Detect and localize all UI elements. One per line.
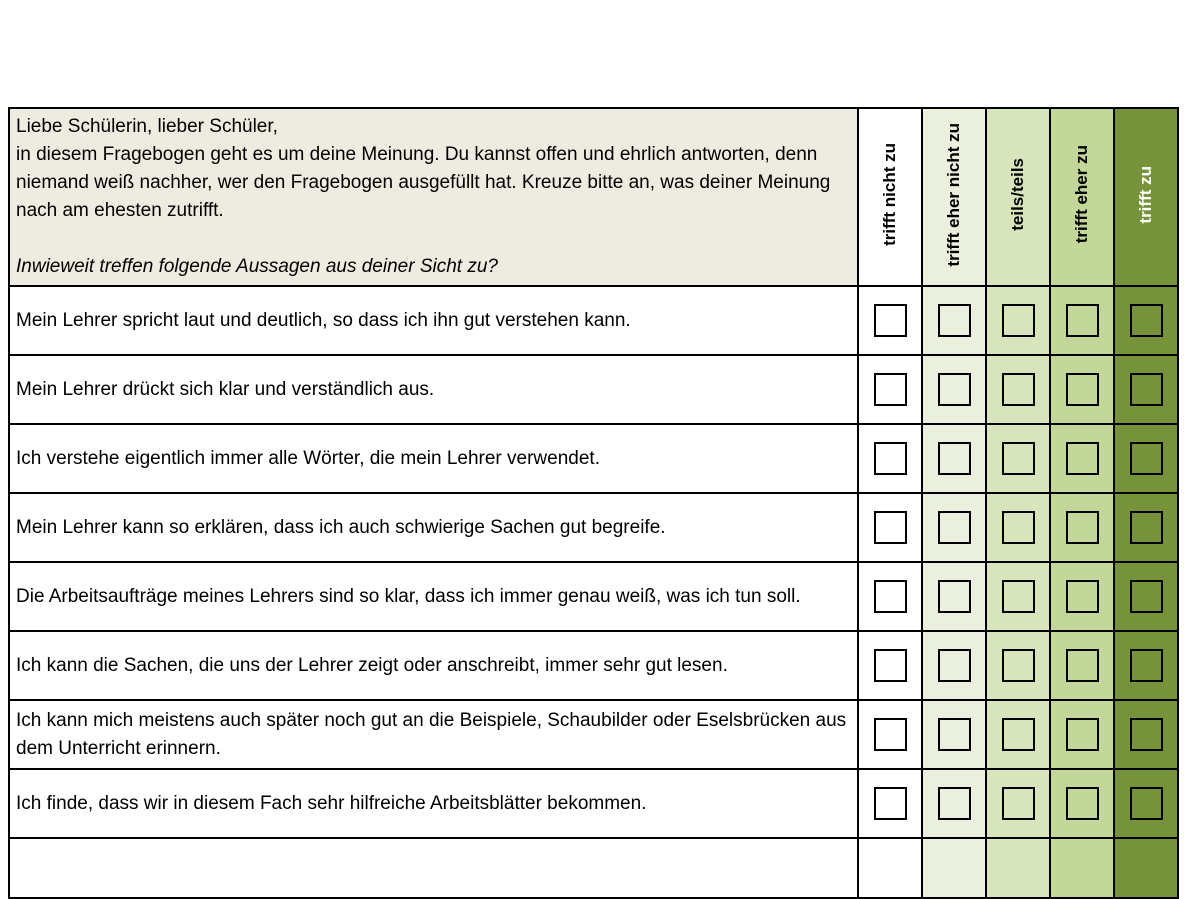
answer-cell [1114, 700, 1178, 769]
answer-checkbox[interactable] [1002, 649, 1035, 682]
scale-label: teils/teils [1008, 158, 1027, 231]
answer-checkbox[interactable] [1130, 304, 1163, 337]
header-row [9, 108, 1178, 286]
answer-checkbox[interactable] [1130, 511, 1163, 544]
answer-checkbox[interactable] [938, 511, 971, 544]
table-row [9, 493, 1178, 562]
answer-cell [1050, 631, 1114, 700]
statement-text: Ich kann die Sachen, die uns der Lehrer zeigt oder anschreibt, immer sehr gut lesen. [9, 631, 858, 700]
answer-cell [1050, 286, 1114, 355]
table-row [9, 286, 1178, 355]
answer-cell [858, 562, 922, 631]
table-row [9, 562, 1178, 631]
answer-checkbox[interactable] [874, 373, 907, 406]
answer-checkbox[interactable] [1066, 511, 1099, 544]
answer-cell [986, 424, 1050, 493]
scale-header-4 [1114, 108, 1178, 286]
statement-text: Ich finde, dass wir in diesem Fach sehr hilfreiche Arbeitsblätter bekommen. [9, 769, 858, 838]
statement-text: Ich kann mich meistens auch später noch gut an die Beispiele, Schaubilder oder Eselsbrücken aus dem Unterricht erinnern. [9, 700, 858, 769]
answer-cell [986, 562, 1050, 631]
statement-text: Mein Lehrer drückt sich klar und verständlich aus. [9, 355, 858, 424]
answer-checkbox[interactable] [1130, 373, 1163, 406]
answer-checkbox[interactable] [874, 787, 907, 820]
answer-checkbox[interactable] [938, 787, 971, 820]
answer-checkbox[interactable] [1002, 442, 1035, 475]
questionnaire-table [8, 107, 1179, 899]
answer-checkbox[interactable] [1066, 649, 1099, 682]
answer-cell [986, 700, 1050, 769]
answer-cell [922, 493, 986, 562]
answer-cell [1050, 838, 1114, 898]
statement-text: Ich verstehe eigentlich immer alle Wörter, die mein Lehrer verwendet. [9, 424, 858, 493]
answer-checkbox[interactable] [1066, 304, 1099, 337]
answer-cell [986, 493, 1050, 562]
answer-cell [1114, 631, 1178, 700]
answer-cell [986, 838, 1050, 898]
answer-cell [858, 838, 922, 898]
table-row [9, 838, 1178, 898]
answer-cell [858, 769, 922, 838]
answer-cell [922, 562, 986, 631]
answer-checkbox[interactable] [938, 649, 971, 682]
answer-cell [858, 424, 922, 493]
scale-label: trifft eher zu [1072, 145, 1091, 244]
answer-checkbox[interactable] [1130, 580, 1163, 613]
statement-text: Mein Lehrer kann so erklären, dass ich auch schwierige Sachen gut begreife. [9, 493, 858, 562]
answer-checkbox[interactable] [874, 442, 907, 475]
answer-cell [922, 286, 986, 355]
answer-checkbox[interactable] [938, 442, 971, 475]
table-row [9, 769, 1178, 838]
intro-cell [9, 108, 858, 286]
answer-checkbox[interactable] [1130, 718, 1163, 751]
answer-cell [1114, 493, 1178, 562]
scale-header-2 [986, 108, 1050, 286]
greeting: Liebe Schülerin, lieber Schüler, [16, 116, 278, 137]
question-prompt: Inwieweit treffen folgende Aussagen aus deiner Sicht zu? [16, 256, 498, 277]
answer-checkbox[interactable] [1002, 580, 1035, 613]
table-row [9, 355, 1178, 424]
answer-cell [1114, 355, 1178, 424]
answer-cell [986, 631, 1050, 700]
statement-text [9, 838, 858, 898]
statement-text: Mein Lehrer spricht laut und deutlich, so dass ich ihn gut verstehen kann. [9, 286, 858, 355]
scale-label: trifft eher nicht zu [944, 122, 963, 267]
answer-checkbox[interactable] [874, 580, 907, 613]
answer-cell [1050, 493, 1114, 562]
answer-checkbox[interactable] [1002, 787, 1035, 820]
scale-label: trifft nicht zu [880, 143, 899, 246]
answer-checkbox[interactable] [1002, 304, 1035, 337]
answer-checkbox[interactable] [1066, 442, 1099, 475]
scale-header-1 [922, 108, 986, 286]
answer-checkbox[interactable] [1066, 373, 1099, 406]
answer-cell [1114, 286, 1178, 355]
answer-checkbox[interactable] [1002, 718, 1035, 751]
answer-cell [1114, 424, 1178, 493]
answer-cell [1050, 769, 1114, 838]
answer-checkbox[interactable] [1066, 718, 1099, 751]
answer-checkbox[interactable] [938, 373, 971, 406]
answer-checkbox[interactable] [874, 304, 907, 337]
answer-checkbox[interactable] [874, 511, 907, 544]
answer-checkbox[interactable] [1130, 649, 1163, 682]
answer-cell [922, 769, 986, 838]
statement-text: Die Arbeitsaufträge meines Lehrers sind so klar, dass ich immer genau weiß, was ich tun soll. [9, 562, 858, 631]
answer-cell [922, 700, 986, 769]
answer-cell [1050, 562, 1114, 631]
answer-cell [1114, 562, 1178, 631]
answer-cell [1050, 424, 1114, 493]
answer-checkbox[interactable] [938, 718, 971, 751]
answer-cell [922, 631, 986, 700]
answer-cell [1050, 355, 1114, 424]
answer-cell [1050, 700, 1114, 769]
answer-checkbox[interactable] [938, 580, 971, 613]
table-row [9, 631, 1178, 700]
answer-cell [858, 286, 922, 355]
answer-checkbox[interactable] [1002, 511, 1035, 544]
answer-cell [986, 355, 1050, 424]
answer-cell [1114, 769, 1178, 838]
answer-checkbox[interactable] [938, 304, 971, 337]
answer-cell [986, 769, 1050, 838]
answer-cell [858, 631, 922, 700]
answer-checkbox[interactable] [874, 649, 907, 682]
scale-header-0 [858, 108, 922, 286]
answer-cell [1114, 838, 1178, 898]
table-row [9, 700, 1178, 769]
answer-cell [858, 493, 922, 562]
answer-cell [922, 424, 986, 493]
table-row [9, 424, 1178, 493]
answer-checkbox[interactable] [874, 718, 907, 751]
answer-cell [858, 700, 922, 769]
answer-cell [858, 355, 922, 424]
scale-header-3 [1050, 108, 1114, 286]
answer-checkbox[interactable] [1002, 373, 1035, 406]
answer-checkbox[interactable] [1130, 787, 1163, 820]
scale-label: trifft zu [1136, 165, 1155, 224]
answer-checkbox[interactable] [1066, 787, 1099, 820]
answer-checkbox[interactable] [1130, 442, 1163, 475]
answer-cell [922, 355, 986, 424]
answer-cell [986, 286, 1050, 355]
answer-cell [922, 838, 986, 898]
intro-paragraph: in diesem Fragebogen geht es um deine Meinung. Du kannst offen und ehrlich antworten, denn niemand weiß nachher, wer den Fragebogen ausgefüllt hat. Kreuze bitte an, was deiner Meinung nach am ehesten zutrifft. [16, 144, 831, 221]
answer-checkbox[interactable] [1066, 580, 1099, 613]
